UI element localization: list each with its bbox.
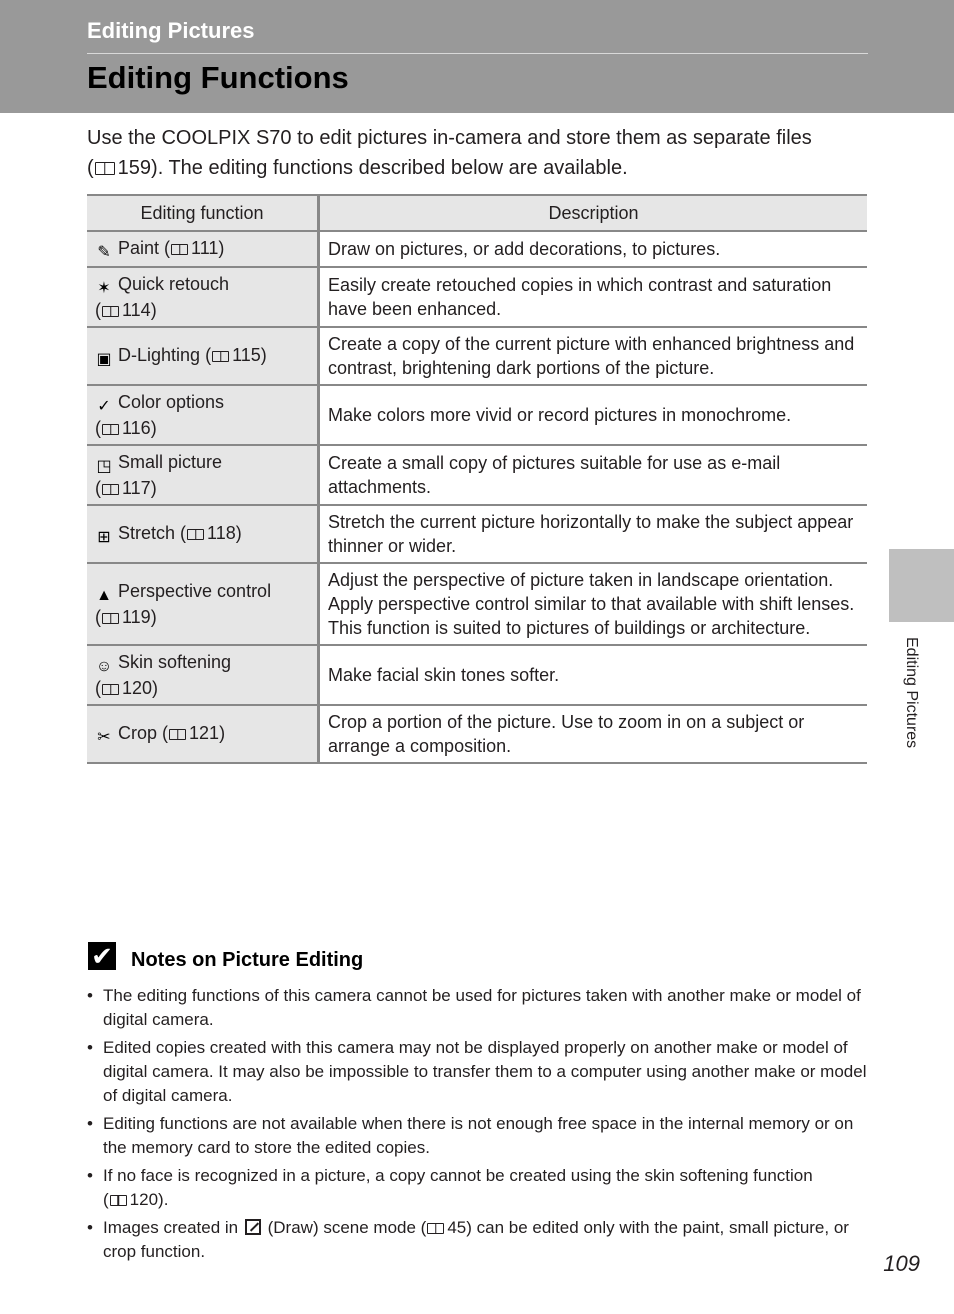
book-ref-icon [169,729,186,740]
small-picture-icon: ◳ [96,458,112,475]
list-item: • Edited copies created with this camera may not be displayed properly on another make or model of digital camera. It may also be impossible to transfer them to a computer using another make or model of digital camera. [87,1036,867,1108]
function-cell: ▣ D-Lighting ( 115) [87,327,319,385]
d-lighting-icon: ▣ [96,351,112,368]
notes-title: Notes on Picture Editing [131,949,364,971]
function-name: Skin softening [118,652,232,672]
list-item: • Images created in (Draw) scene mode ( 45) can be edited only with the paint, small picture, or crop function. [87,1216,867,1264]
column-header-function: Editing function [87,195,319,231]
list-item: • If no face is recognized in a picture, a copy cannot be created using the skin softening function ( 120). [87,1164,867,1212]
book-ref-icon [102,424,119,435]
function-name: Small picture [118,452,223,472]
function-cell: ◳ Small picture ( 117) [87,445,319,505]
table-row [87,563,867,645]
table-row [87,267,867,327]
table-header-row [87,195,867,231]
description-cell: Make colors more vivid or record pictures in monochrome. [319,385,868,445]
perspective-control-icon: ▲ [96,587,112,604]
book-ref-icon [171,244,188,255]
function-cell: ✎ Paint ( 111) [87,231,319,267]
description-cell: Draw on pictures, or add decorations, to pictures. [319,231,868,267]
book-ref-icon [102,306,119,317]
column-header-description: Description [319,195,868,231]
page-title: Editing Functions [87,60,349,95]
header-divider [87,53,868,54]
function-cell: ☺ Skin softening ( 120) [87,645,319,705]
book-ref-icon [102,613,119,624]
book-ref-icon [102,684,119,695]
intro-ref-page: 159 [117,157,152,179]
book-ref-icon [110,1195,127,1206]
draw-mode-icon [245,1219,261,1235]
function-cell: ⊞ Stretch ( 118) [87,505,319,563]
book-ref-icon [212,351,229,362]
function-name: Crop [118,723,158,743]
list-item: • The editing functions of this camera cannot be used for pictures taken with another make or model of digital camera. [87,984,867,1032]
chapter-header [0,0,954,113]
table-row [87,385,867,445]
description-cell: Create a copy of the current picture with enhanced brightness and contrast, brightening dark portions of the picture. [319,327,868,385]
table-row [87,231,867,267]
table-row [87,445,867,505]
function-cell: ✂ Crop ( 121) [87,705,319,763]
function-ref-page: 114 [122,300,151,320]
skin-softening-icon: ☺ [95,658,113,675]
section-title: Editing Pictures [87,18,255,43]
function-name: Paint [118,238,160,258]
function-ref-page: 120 [122,678,153,698]
side-tab-label: Editing Pictures [903,637,920,749]
function-ref-page: 118 [207,523,236,543]
book-ref-icon [187,529,204,540]
function-cell: ✓ Color options ( 116) [87,385,319,445]
stretch-icon: ⊞ [97,529,111,546]
quick-retouch-icon: ✶ [97,280,111,297]
book-ref-icon [427,1223,444,1234]
function-name: Color options [118,392,225,412]
table-row [87,645,867,705]
description-cell: Stretch the current picture horizontally to make the subject appear thinner or wider. [319,505,868,563]
function-cell: ✶ Quick retouch ( 114) [87,267,319,327]
book-ref-icon [102,484,119,495]
notes-list [87,984,867,1268]
function-ref-page: 111 [191,238,219,258]
description-cell: Crop a portion of the picture. Use to zoom in on a subject or arrange a composition. [319,705,868,763]
description-cell: Make facial skin tones softer. [319,645,868,705]
check-mark-icon: ✔ [88,942,116,970]
paint-icon: ✎ [97,244,111,261]
intro-paragraph: Use the COOLPIX S70 to edit pictures in-camera and store them as separate files ( 159). The editing functions described below are available. [87,127,812,179]
table-row [87,505,867,563]
function-name: Perspective control [118,581,272,601]
function-ref-page: 116 [122,418,151,438]
description-cell: Create a small copy of pictures suitable for use as e-mail attachments. [319,445,868,505]
table-row [87,327,867,385]
function-ref-page: 119 [122,607,151,627]
page-number: 109 [883,1251,920,1276]
function-name: D-Lighting [118,345,201,365]
description-cell: Easily create retouched copies in which contrast and saturation have been enhanced. [319,267,868,327]
function-ref-page: 121 [189,723,220,743]
intro-line-1: Use the COOLPIX S70 to edit pictures in-camera and store them as separate files [87,127,812,149]
table-row [87,705,867,763]
editing-functions-table [87,194,867,764]
function-ref-page: 117 [122,478,151,498]
function-name: Quick retouch [118,274,230,294]
chapter-side-tab [889,549,954,622]
function-name: Stretch [118,523,176,543]
function-ref-page: 115 [232,345,261,365]
book-ref-icon [95,162,115,175]
function-cell: ▲ Perspective control ( 119) [87,563,319,645]
color-options-icon: ✓ [97,398,111,415]
crop-icon: ✂ [97,729,111,746]
list-item: • Editing functions are not available when there is not enough free space in the internal memory or on the memory card to store the edited copies. [87,1112,867,1160]
description-cell: Adjust the perspective of picture taken in landscape orientation. Apply perspective control similar to that available with shift lenses. This function is suited to pictures of buildings or architecture. [319,563,868,645]
